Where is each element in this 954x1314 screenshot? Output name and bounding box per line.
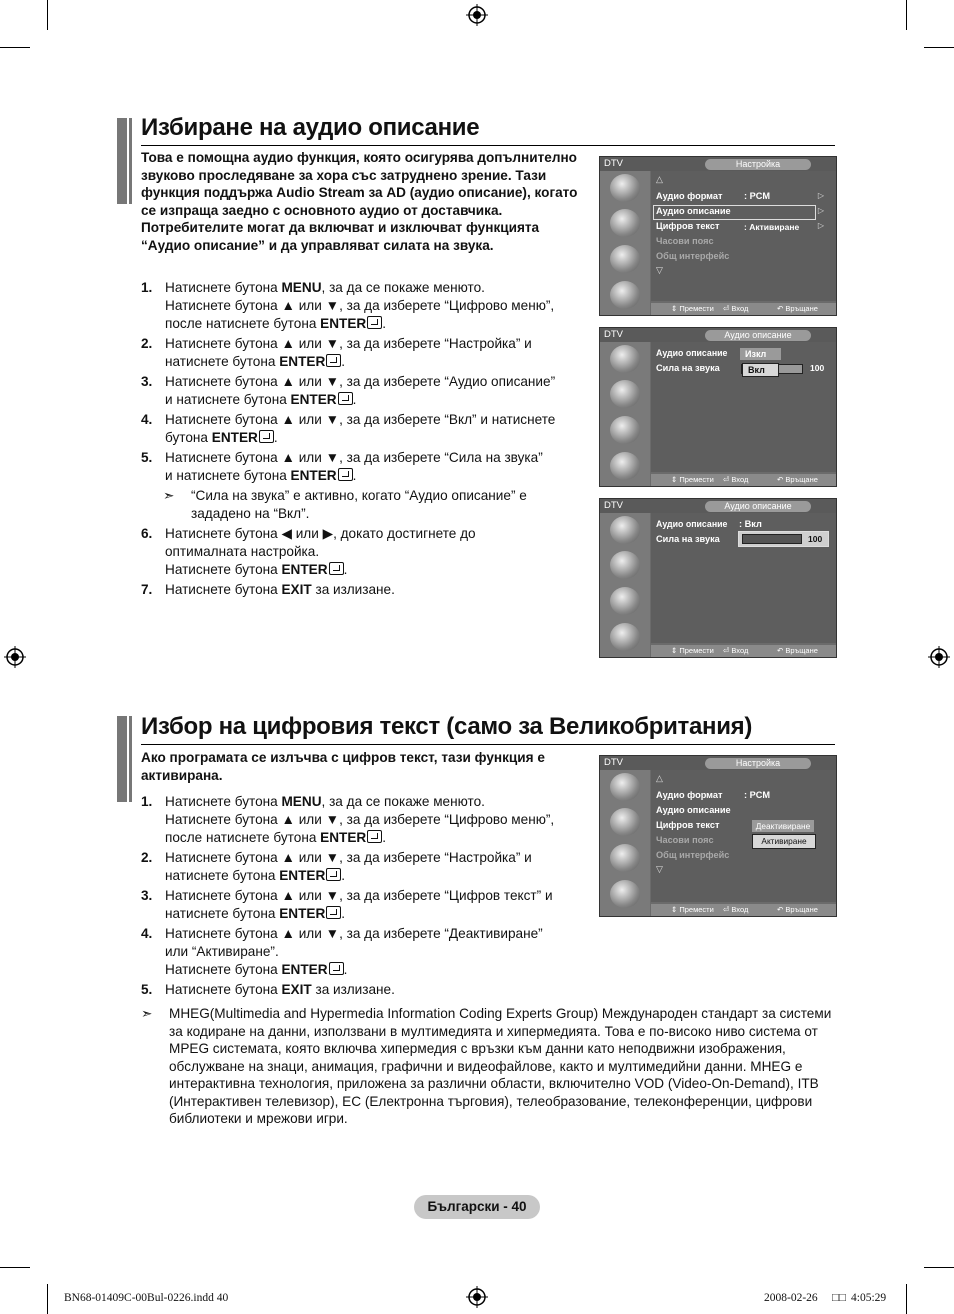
enter-icon (338, 468, 353, 481)
step-number: 5. (141, 982, 153, 997)
step-text: бутона (165, 430, 212, 445)
step: 3. Натиснете бутона ▲ или ▼, за да изберете “Цифров текст” и натиснете бутона ENTER . (141, 888, 553, 921)
step-text: и натиснете бутона (165, 468, 291, 483)
down-arrow-icon: ▽ (656, 864, 663, 874)
step-text: Натиснете бутона ▲ или ▼, за да изберете “Вкл” и натиснете (165, 412, 556, 427)
step-text: за излизане. (311, 582, 395, 597)
button-name: EXIT (281, 982, 312, 997)
step-text: натиснете бутона (165, 354, 280, 369)
hint-text: Вход (731, 905, 749, 914)
dtv-label: DTV (604, 158, 623, 169)
step-text: или “Активиране”. (165, 944, 279, 959)
up-arrow-icon: △ (656, 174, 663, 184)
picture-icon (610, 345, 640, 373)
option-off[interactable]: Изкл (740, 348, 781, 360)
step-text: Натиснете бутона (165, 562, 282, 577)
menu-panel (651, 770, 836, 902)
step-text: Натиснете бутона ▲ или ▼, за да изберете “Настройка” и (165, 850, 532, 865)
button-name: EXIT (281, 582, 312, 597)
crop-mark (906, 0, 907, 30)
setup-gear-icon (610, 245, 640, 273)
button-name: MENU (281, 280, 322, 295)
section-marker (129, 118, 132, 204)
picture-icon (610, 516, 640, 544)
input-icon (610, 623, 640, 651)
picture-icon (610, 773, 640, 801)
enter-hint: ⏎ Вход (723, 475, 749, 484)
menu-panel (651, 513, 836, 643)
menu-row[interactable]: Аудио формат (656, 790, 723, 800)
menu-footer (651, 904, 836, 916)
step-text: Натиснете бутона (165, 962, 282, 977)
hint-text: Връщане (785, 646, 818, 655)
hint-text: Връщане (785, 475, 818, 484)
step-number: 1. (141, 794, 153, 809)
input-icon (610, 281, 640, 309)
step-number: 3. (141, 888, 153, 903)
hint-text: Премести (679, 646, 714, 655)
step-text: Натиснете бутона ▲ или ▼, за да изберете “Деактивиране” (165, 926, 543, 941)
note-arrow-icon: ➣ (141, 1006, 153, 1021)
move-hint: ⇕ Премести (671, 905, 714, 914)
volume-value: 100 (808, 534, 823, 544)
step-text: Натиснете бутона ▲ или ▼, за да изберете “Цифров текст” и (165, 888, 553, 903)
button-name: ENTER (281, 562, 328, 577)
crop-mark (0, 47, 30, 48)
hint-text: Премести (679, 304, 714, 313)
print-glyphs: □□ (832, 1292, 846, 1304)
button-name: ENTER (281, 962, 328, 977)
volume-value: 100 (810, 363, 825, 373)
menu-footer (651, 303, 836, 315)
note-arrow-icon: ➣ (163, 488, 175, 503)
section-title: Избор на цифровия текст (само за Великобритания) (141, 713, 753, 740)
crop-mark (924, 47, 954, 48)
button-name: ENTER (290, 468, 337, 483)
menu-value: : PCM (744, 191, 771, 201)
button-name: ENTER (279, 906, 326, 921)
sound-icon (610, 380, 640, 408)
step-number: 2. (141, 850, 153, 865)
section-marker (117, 716, 127, 802)
step-text: после натиснете бутона (165, 316, 321, 331)
section-marker (129, 716, 132, 802)
step (141, 981, 597, 999)
down-arrow-icon: ▽ (656, 265, 663, 275)
input-icon (610, 452, 640, 480)
section-marker (117, 118, 127, 204)
volume-bar (742, 534, 802, 544)
menu-row[interactable]: Сила на звука (656, 534, 720, 544)
right-arrow-icon: ▷ (817, 206, 824, 215)
print-time: 4:05:29 (851, 1292, 887, 1304)
menu-row[interactable]: Часови пояс (656, 236, 714, 246)
enter-icon (326, 906, 341, 919)
return-hint: ↶ Връщане (777, 905, 818, 914)
setup-gear-icon (610, 587, 640, 615)
step-number: 7. (141, 582, 153, 597)
registration-mark-icon (4, 646, 26, 668)
step: 4. Натиснете бутона ▲ или ▼, за да изберете “Деактивиране” или “Активиране”. Натиснете бутона ENTER . (141, 926, 543, 977)
menu-footer (651, 645, 836, 657)
menu-sidebar (600, 342, 650, 486)
menu-row[interactable]: Общ интерфейс (656, 251, 730, 261)
crop-mark (924, 1267, 954, 1268)
menu-value: : Активиране (744, 222, 800, 232)
note-text: “Сила на звука” е активно, когато “Аудио описание” е (191, 488, 527, 503)
menu-row[interactable]: Аудио описание (656, 519, 728, 529)
tv-menu-audio-description-on (599, 498, 837, 658)
hint-text: Премести (679, 475, 714, 484)
step-number: 2. (141, 336, 153, 351)
option-deactivate[interactable]: Деактивиране (752, 820, 814, 832)
registration-mark-icon (466, 1286, 488, 1308)
sound-icon (610, 209, 640, 237)
menu-row[interactable]: Аудио описание (656, 348, 728, 358)
step-text: Натиснете бутона ◀ или ▶, докато достигнете до (165, 526, 476, 541)
menu-panel (651, 342, 836, 472)
step-text: , за да се покаже менюто. (321, 280, 485, 295)
step: 4. Натиснете бутона ▲ или ▼, за да изберете “Вкл” и натиснете бутона ENTER . (141, 412, 556, 445)
enter-icon (338, 392, 353, 405)
registration-mark-icon (928, 646, 950, 668)
step-text: натиснете бутона (165, 906, 280, 921)
page-number-badge: Български - 40 (414, 1195, 540, 1219)
menu-row[interactable]: Аудио описание (656, 805, 731, 815)
step: 2. Натиснете бутона ▲ или ▼, за да изберете “Настройка” и натиснете бутона ENTER . (141, 850, 532, 883)
title-rule (141, 145, 835, 146)
hint-text: Връщане (785, 905, 818, 914)
hint-text: Вход (731, 475, 749, 484)
steps-list (141, 279, 597, 601)
move-hint: ⇕ Премести (671, 646, 714, 655)
step-number: 6. (141, 526, 153, 541)
sound-icon (610, 808, 640, 836)
registration-mark-icon (466, 4, 488, 26)
move-hint: ⇕ Премести (671, 304, 714, 313)
move-hint: ⇕ Премести (671, 475, 714, 484)
file-imprint: BN68-01409C-00Bul-0226.indd 40 (64, 1292, 229, 1304)
step-number: 1. (141, 280, 153, 295)
picture-icon (610, 174, 640, 202)
section-intro: Ако програмата се излъчва с цифров текст, тази функция е активирана. (141, 750, 545, 783)
button-name: ENTER (290, 392, 337, 407)
enter-icon (326, 868, 341, 881)
tv-menu-setup (599, 156, 837, 316)
step: 2. Натиснете бутона ▲ или ▼, за да изберете “Настройка” и натиснете бутона ENTER . (141, 336, 532, 369)
sound-icon (610, 551, 640, 579)
crop-mark (906, 1284, 907, 1314)
tv-menu-audio-description (599, 327, 837, 487)
enter-hint: ⏎ Вход (723, 304, 749, 313)
return-hint: ↶ Връщане (777, 304, 818, 313)
step-text: Натиснете бутона ▲ или ▼, за да изберете “Настройка” и (165, 336, 532, 351)
step-text: Натиснете бутона ▲ или ▼, за да изберете “Цифрово меню”, (165, 812, 555, 827)
step: 3. Натиснете бутона ▲ или ▼, за да изберете “Аудио описание” и натиснете бутона ENTER . (141, 374, 556, 407)
menu-value: : Вкл (739, 519, 762, 529)
up-arrow-icon: △ (656, 773, 663, 783)
menu-title: Аудио описание (705, 501, 811, 512)
crop-mark (47, 0, 48, 30)
step-text: оптималната настройка. (165, 544, 320, 559)
menu-footer (651, 474, 836, 486)
step-number: 4. (141, 412, 153, 427)
note (141, 487, 597, 523)
crop-mark (47, 1284, 48, 1314)
step: 1. Натиснете бутона MENU, за да се покаже менюто. Натиснете бутона ▲ или ▼, за да изберете “Цифрово меню”, после натиснете бутона ENTER . (141, 280, 555, 331)
menu-title: Настройка (705, 758, 811, 769)
step-text: и натиснете бутона (165, 392, 291, 407)
dtv-label: DTV (604, 757, 623, 768)
enter-hint: ⏎ Вход (723, 646, 749, 655)
crop-mark (0, 1267, 30, 1268)
right-arrow-icon: ▷ (817, 191, 824, 200)
step: 1. Натиснете бутона MENU, за да се покаже менюто. Натиснете бутона ▲ или ▼, за да изберете “Цифрово меню”, после натиснете бутона ENTER . (141, 794, 555, 845)
menu-row[interactable]: Цифров текст (656, 221, 720, 231)
menu-row[interactable]: Аудио формат (656, 191, 723, 201)
enter-icon (329, 962, 344, 975)
step-text: Натиснете бутона (165, 582, 282, 597)
note-text: MHEG(Multimedia and Hypermedia Information Coding Experts Group) Международен стандарт за системи за кодиране на данни, използвани в мултимедията и хипермедията. Това е по-високо ниво система от MPEG системата, която включва хипермедия с връзки към данни като неподвижни изображения, обслужване на знаци, анимация, графични и видеофайлове, както и мултимедийни данни. MHEG е интерактивна технология, приложена за различни области, включително VOD (Video-On-Demand), ITB (Интерактивен телевизор), EC (Електронна търговия), телеобразование, телеконференции, цифрови библиотеки и мрежови игри. (169, 1006, 832, 1126)
dtv-label: DTV (604, 329, 623, 340)
menu-title: Настройка (705, 159, 811, 170)
step-number: 4. (141, 926, 153, 941)
enter-icon (329, 562, 344, 575)
setup-gear-icon (610, 844, 640, 872)
option-on[interactable]: Вкл (742, 363, 779, 377)
steps-list (141, 793, 597, 1001)
enter-icon (367, 316, 382, 329)
step-text: Натиснете бутона ▲ или ▼, за да изберете “Сила на звука” (165, 450, 543, 465)
menu-row[interactable]: Общ интерфейс (656, 850, 730, 860)
button-name: ENTER (320, 316, 367, 331)
step: 6. Натиснете бутона ◀ или ▶, докато достигнете до оптималната настройка. Натиснете бутона ENTER . (141, 526, 476, 577)
menu-row[interactable]: Сила на звука (656, 363, 720, 373)
enter-icon (367, 830, 382, 843)
hint-text: Вход (731, 646, 749, 655)
mheg-note (141, 1005, 837, 1128)
return-hint: ↶ Връщане (777, 475, 818, 484)
input-icon (610, 880, 640, 908)
step-text: после натиснете бутона (165, 830, 321, 845)
enter-icon (259, 430, 274, 443)
step-text: Натиснете бутона ▲ или ▼, за да изберете “Цифрово меню”, (165, 298, 555, 313)
menu-row[interactable]: Цифров текст (656, 820, 720, 830)
step-text: Натиснете бутона (165, 982, 282, 997)
step-text: Натиснете бутона (165, 280, 282, 295)
dtv-label: DTV (604, 500, 623, 511)
title-rule (141, 744, 835, 745)
enter-icon (326, 354, 341, 367)
menu-panel (651, 171, 836, 301)
enter-hint: ⏎ Вход (723, 905, 749, 914)
step-number: 3. (141, 374, 153, 389)
step-number: 5. (141, 450, 153, 465)
hint-text: Премести (679, 905, 714, 914)
button-name: ENTER (211, 430, 258, 445)
step: 5. Натиснете бутона ▲ или ▼, за да изберете “Сила на звука” и натиснете бутона ENTER . (141, 450, 543, 483)
note-text: зададено на “Вкл”. (191, 506, 310, 521)
hint-text: Връщане (785, 304, 818, 313)
button-name: ENTER (320, 830, 367, 845)
step (141, 581, 597, 599)
menu-title: Аудио описание (705, 330, 811, 341)
section-intro: Това е помощна аудио функция, която осигурява допълнително звуково проследяване за хора със затруднено зрение. Тази функция поддържа Audio Stream за AD (аудио описание), когато се изпраща заедно с основното аудио от доставчика. Потребителите могат да включват и изключват функцията “Аудио описание” и да управляват силата на звука. (141, 150, 578, 253)
hint-text: Вход (731, 304, 749, 313)
setup-gear-icon (610, 416, 640, 444)
section-title: Избиране на аудио описание (141, 114, 480, 141)
print-date: 2008-02-26 (764, 1292, 818, 1304)
menu-sidebar (600, 171, 650, 315)
step-text: , за да се покаже менюто. (321, 794, 485, 809)
menu-sidebar (600, 513, 650, 657)
step-text: Натиснете бутона (165, 794, 282, 809)
option-activate[interactable]: Активиране (752, 834, 816, 849)
step-text: Натиснете бутона ▲ или ▼, за да изберете “Аудио описание” (165, 374, 556, 389)
button-name: ENTER (279, 868, 326, 883)
step-text: натиснете бутона (165, 868, 280, 883)
button-name: MENU (281, 794, 322, 809)
tv-menu-digital-text (599, 755, 837, 917)
step-text: за излизане. (311, 982, 395, 997)
button-name: ENTER (279, 354, 326, 369)
return-hint: ↶ Връщане (777, 646, 818, 655)
menu-value: : PCM (744, 790, 771, 800)
menu-sidebar (600, 770, 650, 916)
menu-row[interactable]: Аудио описание (656, 206, 731, 216)
menu-row[interactable]: Часови пояс (656, 835, 714, 845)
right-arrow-icon: ▷ (817, 221, 824, 230)
